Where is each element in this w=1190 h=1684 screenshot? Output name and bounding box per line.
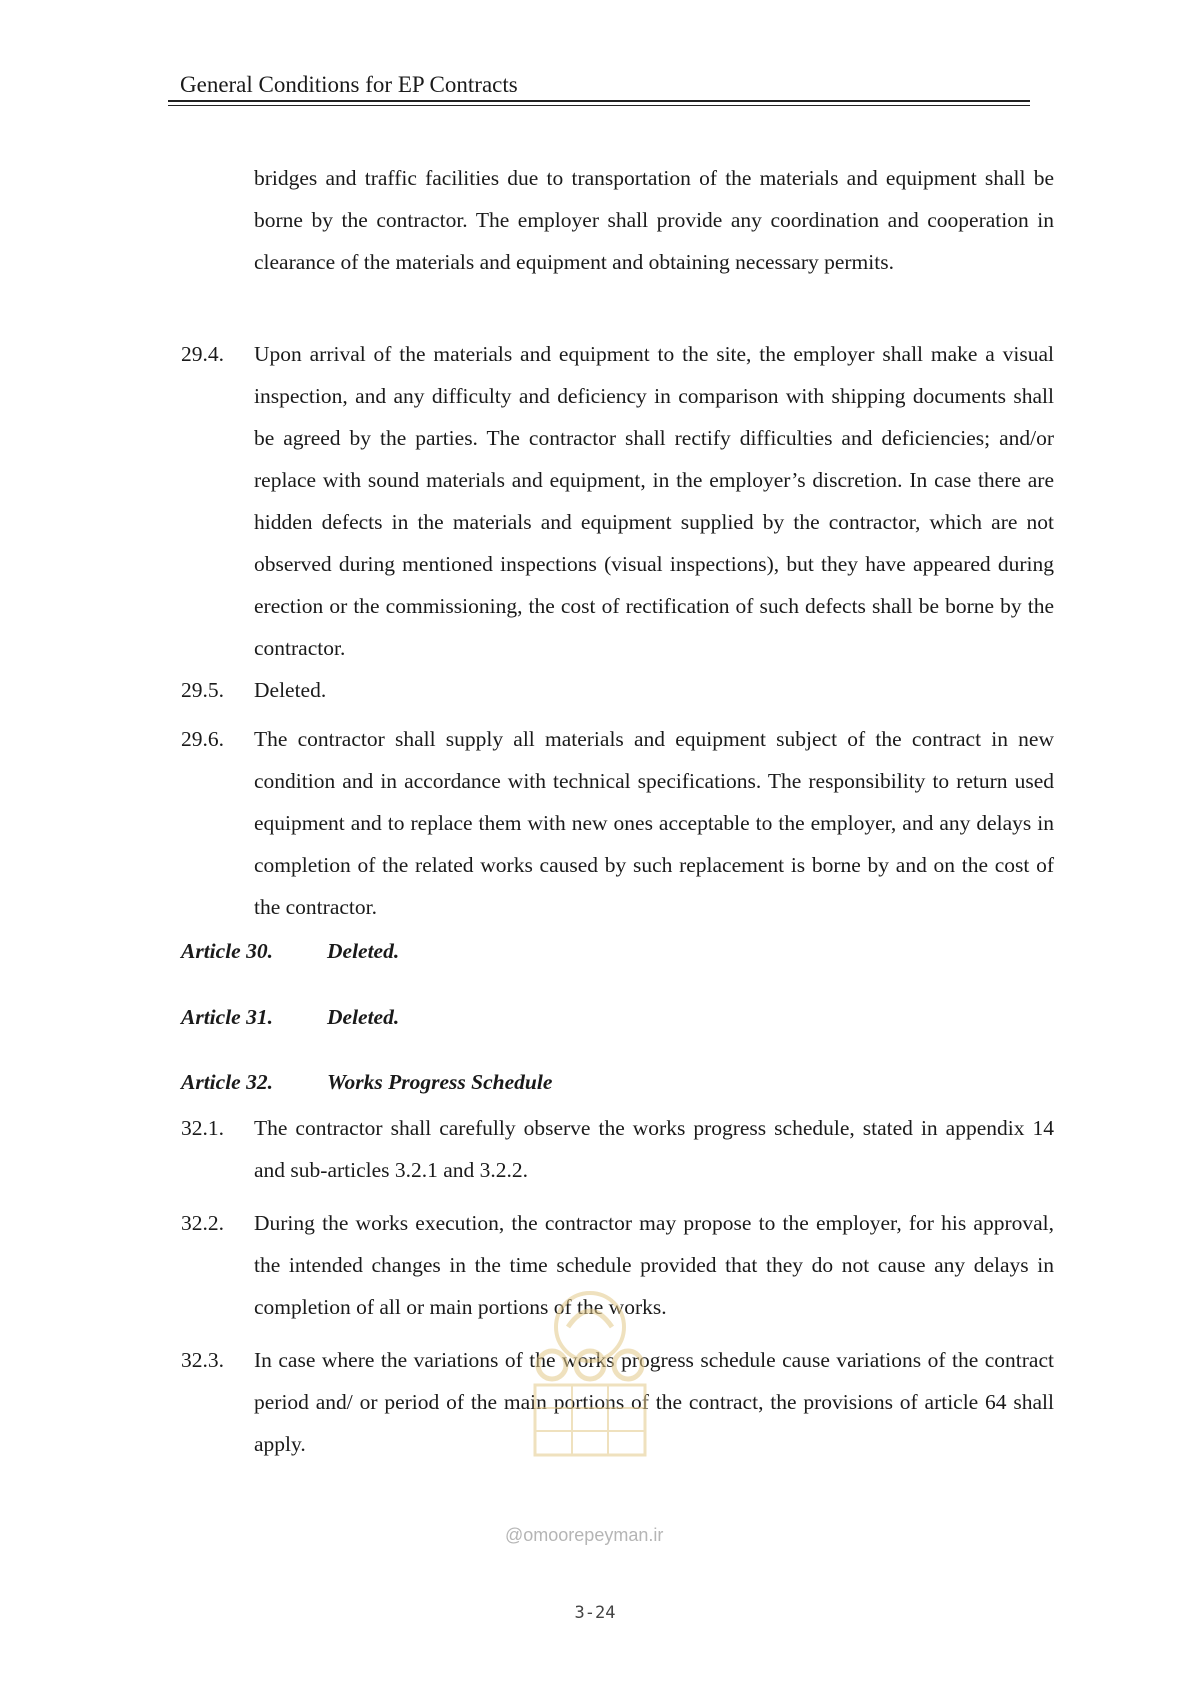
clause-text-32-3: In case where the variations of the works progress schedule cause variations of the contract period and/ or period of the main portions of the contract, the provisions of article 64 shall apply. — [254, 1348, 1054, 1456]
clause-number-32-1: 32.1. — [181, 1116, 224, 1140]
article-32-number: Article 32. — [181, 1070, 273, 1094]
article-30-title: Deleted. — [327, 939, 400, 963]
document-header-title: General Conditions for EP Contracts — [180, 72, 518, 97]
clause-text-29-5: Deleted. — [254, 678, 327, 702]
clause-text-29-6: The contractor shall supply all materials and equipment subject of the contract in new condition and in accordance with technical specifications. The responsibility to return used equipment and to replace them with new ones acceptable to the employer, and any delays in completion of the related works caused by such replacement is borne by and on the cost of the contractor. — [254, 727, 1054, 919]
article-32-title: Works Progress Schedule — [327, 1070, 553, 1094]
clause-number-29-4: 29.4. — [181, 342, 224, 366]
clause-number-32-2: 32.2. — [181, 1211, 224, 1235]
header-rule-thin — [168, 105, 1030, 106]
watermark-text: @omoorepeyman.ir — [505, 1525, 664, 1545]
page-number: 3-24 — [574, 1603, 616, 1623]
clause-number-32-3: 32.3. — [181, 1348, 224, 1372]
clause-text-29-4: Upon arrival of the materials and equipment to the site, the employer shall make a visual inspection, and any difficulty and deficiency in comparison with shipping documents shall be agreed by the parties. The contractor shall rectify difficulties and deficiencies; and/or replace with sound materials and equipment, in the employer’s discretion. In case there are hidden defects in the materials and equipment supplied by the contractor, which are not observed during mentioned inspections (visual inspections), but they have appeared during erection or the commissioning, the cost of rectification of such defects shall be borne by the contractor. — [254, 342, 1054, 660]
clause-text-32-1: The contractor shall carefully observe the works progress schedule, stated in appendix 14 and sub-articles 3.2.1 and 3.2.2. — [254, 1116, 1054, 1182]
clause-number-29-5: 29.5. — [181, 678, 224, 702]
article-31-title: Deleted. — [327, 1005, 400, 1029]
continuation-paragraph: bridges and traffic facilities due to transportation of the materials and equipment shall be borne by the contractor. The employer shall provide any coordination and cooperation in clearance of the materials and equipment and obtaining necessary permits. — [254, 166, 1054, 274]
article-31-number: Article 31. — [181, 1005, 273, 1029]
article-30-number: Article 30. — [181, 939, 273, 963]
header-rule-thick — [168, 100, 1030, 102]
clause-text-32-2: During the works execution, the contractor may propose to the employer, for his approval, the intended changes in the time schedule provided that they do not cause any delays in completion of all or main portions of the works. — [254, 1211, 1054, 1319]
clause-number-29-6: 29.6. — [181, 727, 224, 751]
